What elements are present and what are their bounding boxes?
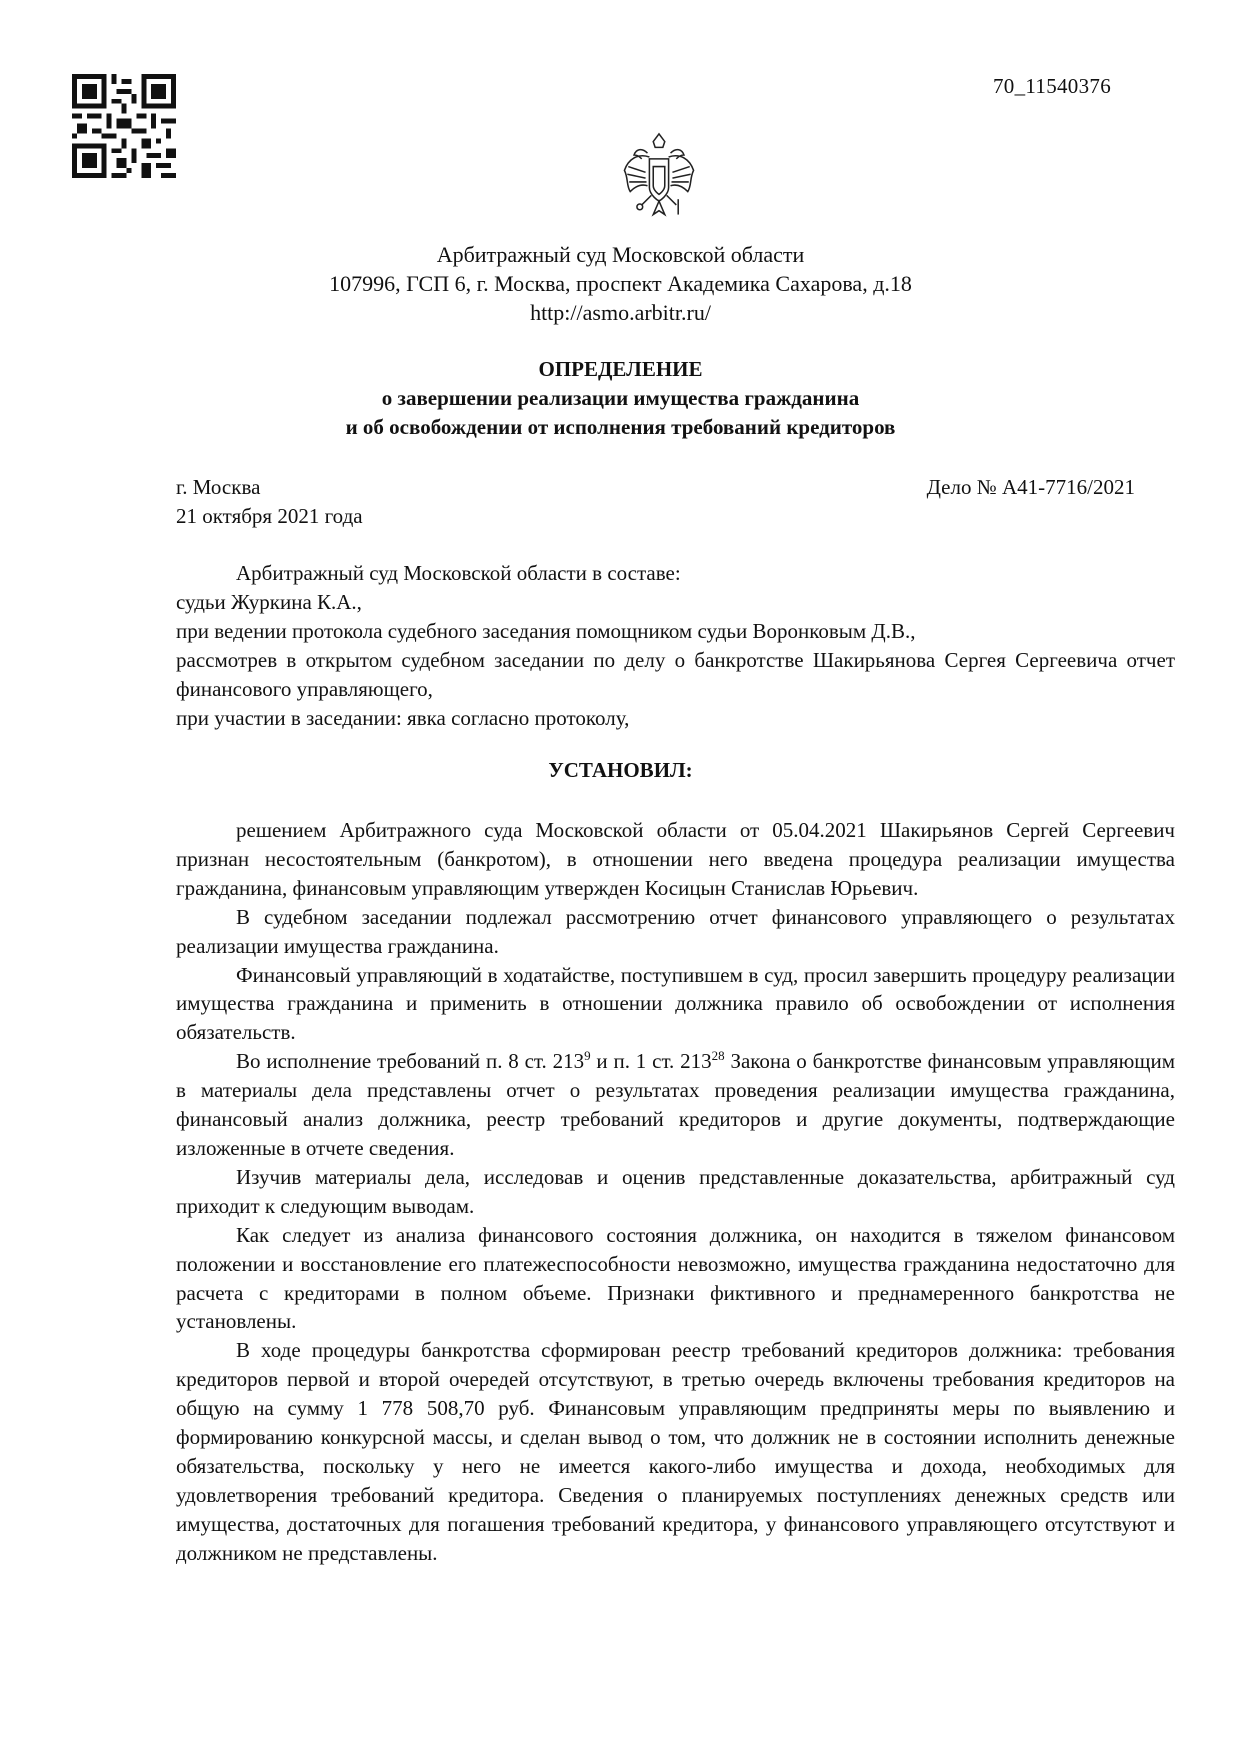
intro-line-3: при ведении протокола судебного заседания помощником судьи Воронковым Д.В., xyxy=(176,619,916,643)
paragraph-4-sup-2: 28 xyxy=(711,1048,725,1064)
paragraph-4 xyxy=(176,1047,1175,1163)
intro-line-1: Арбитражный суд Московской области в составе: xyxy=(236,561,681,585)
paragraph-4-part-b: и п. 1 ст. 213 xyxy=(590,1049,712,1074)
paragraph-2: В судебном заседании подлежал рассмотрению отчет финансового управляющего о результатах реализации имущества гражданина. xyxy=(176,904,1175,958)
document-title xyxy=(0,355,1241,442)
court-name: Арбитражный суд Московской области xyxy=(436,242,805,267)
paragraph-1: решением Арбитражного суда Московской области от 05.04.2021 Шакирьянов Сергей Сергеевич признан несостоятельным (банкротом), в отношении него введена процедура реализации имущества гражданина, финансовым управляющим утвержден Косицын Станислав Юрьевич. xyxy=(176,818,1175,900)
qr-code-icon xyxy=(72,74,176,178)
meta-left xyxy=(176,473,363,531)
meta-right xyxy=(927,473,1135,502)
court-url: http://asmo.arbitr.ru/ xyxy=(530,300,711,325)
paragraph-4-part-a: Во исполнение требований п. 8 ст. 213 xyxy=(236,1049,585,1074)
paragraph-4-part-c: Закона о банкротстве финансовым управляющим в материалы дела представлены отчет о результатах проведения реализации имущества гражданина, финансовый анализ должника, реестр требований кредиторов и другие документы, подтверждающие изложенные в отчете сведения. xyxy=(176,1049,1175,1160)
court-header xyxy=(0,240,1241,327)
meta-date: 21 октября 2021 года xyxy=(176,504,363,528)
intro-line-4: рассмотрев в открытом судебном заседании по делу о банкротстве Шакирьянова Сергея Сергеевича отчет финансового управляющего, xyxy=(176,648,1175,701)
paragraph-3: Финансовый управляющий в ходатайстве, поступившем в суд, просил завершить процедуру реализации имущества гражданина и применить в отношении должника правило об освобождении от исполнения обязательств. xyxy=(176,962,1175,1045)
title-heading: ОПРЕДЕЛЕНИЕ xyxy=(538,357,703,381)
paragraph-5: Изучив материалы дела, исследовав и оценив представленные доказательства, арбитражный суд приходит к следующим выводам. xyxy=(176,1164,1175,1218)
court-address: 107996, ГСП 6, г. Москва, проспект Академика Сахарова, д.18 xyxy=(329,271,912,296)
coat-of-arms-icon xyxy=(620,132,698,228)
document-id: 70_11540376 xyxy=(992,74,1111,98)
paragraph-7: В ходе процедуры банкротства сформирован реестр требований кредиторов должника: требования кредиторов первой и второй очередей отсутствуют, в третью очередь включены требования кредиторов на общую на сумму 1 778 508,70 руб. Финансовым управляющим предприняты меры по выявлению и формированию конкурсной массы, и сделан вывод о том, что должник не в состоянии исполнить денежные обязательства, поскольку у него не имеется какого-либо имущества и дохода, необходимых для удовлетворения требований кредитора. Сведения о планируемых поступлениях денежных средств или имущества, достаточных для погашения требований кредитора, у финансового управляющего отсутствуют и должником не представлены. xyxy=(176,1338,1175,1565)
title-line-1: о завершении реализации имущества гражданина xyxy=(381,386,860,410)
intro-block xyxy=(176,559,1175,733)
title-line-2: и об освобождении от исполнения требований кредиторов xyxy=(345,415,896,439)
section-heading: УСТАНОВИЛ: xyxy=(548,758,693,782)
body-text xyxy=(176,816,1175,1568)
paragraph-6: Как следует из анализа финансового состояния должника, он находится в тяжелом финансовом положении и восстановление его платежеспособности невозможно, имущества гражданина недостаточно для расчета с кредиторами в полном объеме. Признаки фиктивного и преднамеренного банкротства не установлены. xyxy=(176,1222,1175,1334)
paragraph-4-sup-1: 9 xyxy=(584,1048,591,1064)
case-number: Дело № А41-7716/2021 xyxy=(926,475,1135,499)
intro-line-2: судьи Журкина К.А., xyxy=(176,590,362,614)
meta-city: г. Москва xyxy=(176,475,261,499)
intro-line-5: при участии в заседании: явка согласно протоколу, xyxy=(176,706,630,730)
